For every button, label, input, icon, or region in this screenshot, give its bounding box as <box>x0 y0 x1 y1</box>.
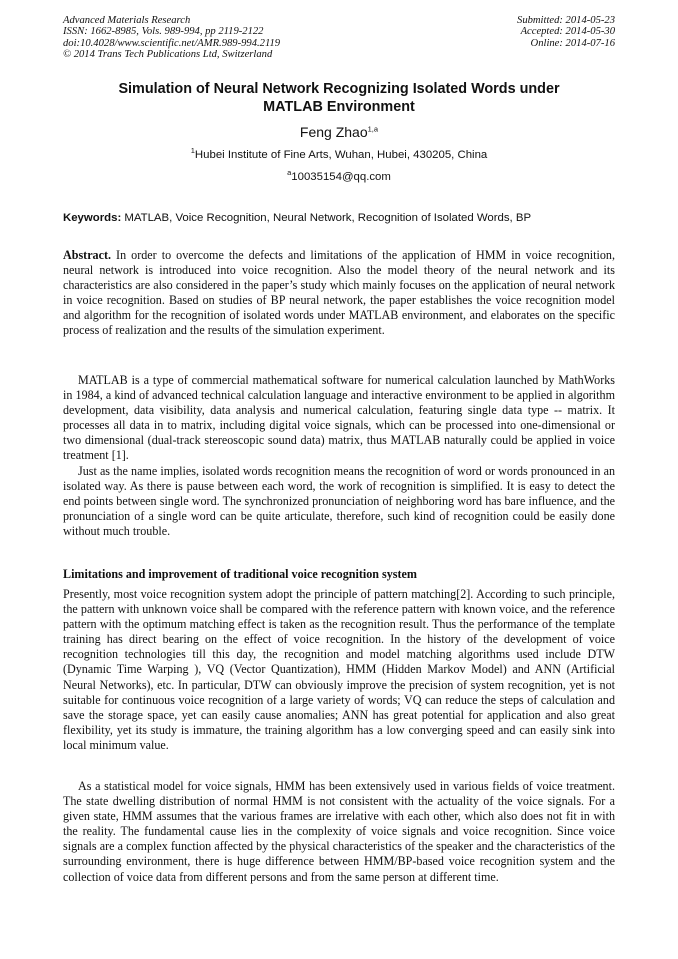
paper-title-line-2: MATLAB Environment <box>263 99 415 115</box>
keywords-label: Keywords: <box>63 212 122 224</box>
journal-issn: ISSN: 1662-8985, Vols. 989-994, pp 2119-2122 <box>63 26 264 38</box>
section-heading: Limitations and improvement of traditional voice recognition system <box>63 567 417 581</box>
body-paragraph-4: As a statistical model for voice signals, HMM has been extensively used in various fields of voice treatment. The state dwelling distribution of normal HMM is not consistent with the actuality of the voice signals. For a given state, HMM assumes that the various frames are irrelative with each other, which also does not fit in with the reality. The fundamental cause lies in the complexity of voice signals and voice recognition. Since voice signals are a complex function affected by the physical characteristics of the speaker and the characteristics of the surrounding environment, there is huge difference between HMM/BP-based voice recognition system and the collection of voice data from different persons and from the same person at different time. <box>63 779 615 884</box>
journal-copyright: © 2014 Trans Tech Publications Ltd, Switzerland <box>63 49 273 61</box>
keywords-line <box>63 211 615 226</box>
affiliation-superscript: 1 <box>190 146 195 156</box>
email-address[interactable]: 10035154@qq.com <box>291 171 391 183</box>
journal-doi: doi:10.4028/www.scientific.net/AMR.989-994.2119 <box>63 37 281 49</box>
body-paragraph-2: Just as the name implies, isolated words recognition means the recognition of word or words pronounced in an isolated way. As there is pause between each word, the work of recognition is simplified. It is easy to detect the end points between single word. The synchronized pronunciation of neighboring word has bare influence, and the pronunciation of a single word can be quite articulate, therefore, such kind of recognition could be easily done without much trouble. <box>63 464 615 539</box>
author-superscript: 1,a <box>367 124 379 134</box>
affiliation-text: Hubei Institute of Fine Arts, Wuhan, Hubei, 430205, China <box>194 149 488 161</box>
paper-title <box>63 80 615 116</box>
affiliation-line <box>0 148 678 163</box>
submitted-date: Submitted: 2014-05-23 <box>517 15 615 26</box>
body-paragraph-3: Presently, most voice recognition system adopt the principle of pattern matching[2]. According to such principle, the pattern with unknown voice shall be compared with the reference pattern with known voice, and the reference pattern with the optimum matching effect is taken as the recognition result. Thus the performance of the template training has direct bearing on the effect of voice recognition. In the history of the development of voice recognition technologies till this day, the recognition and model matching algorithms used include DTW (Dynamic Time Warping ), VQ (Vector Quantization), HMM (Hidden Markov Model) and ANN (Artificial Neural Networks), etc. In particular, DTW can obviously improve the precision of system recognition, yet is not suitable for continuous voice recognition of a large variety of words; VQ can reduce the steps of calculation and save the storage space, yet can easily cause anomalies; ANN has great potential for application and also great flexibility, yet its study is immature, the training algorithm has a low converging speed and can easily sink into local minimum value. <box>63 587 615 752</box>
accepted-date: Accepted: 2014-05-30 <box>520 26 615 38</box>
publication-dates <box>517 15 615 49</box>
email-superscript: a <box>287 168 292 178</box>
abstract-paragraph <box>63 248 615 339</box>
paper-title-line-1: Simulation of Neural Network Recognizing Isolated Words under <box>118 81 560 97</box>
author-name: Feng Zhao <box>299 124 368 140</box>
keywords-text: MATLAB, Voice Recognition, Neural Network, Recognition of Isolated Words, BP <box>121 212 532 224</box>
abstract-label: Abstract. <box>63 248 112 262</box>
abstract-text: In order to overcome the defects and limitations of the application of HMM in voice recognition, neural network is introduced into voice recognition. Also the model theory of the neural network and its characteristics are also considered in the paper’s study which mainly focuses on the application of neural network in voice recognition. Based on studies of BP neural network, the paper establishes the voice recognition model and algorithm for the recognition of isolated words under MATLAB environment, and elaborates on the specific process of realization and the results of the simulation experiment. <box>63 248 615 338</box>
journal-name: Advanced Materials Research <box>63 15 191 26</box>
email-line <box>0 170 678 185</box>
body-paragraph-1: MATLAB is a type of commercial mathematical software for numerical calculation launched by MathWorks in 1984, a kind of advanced technical calculation language and interactive environment to be applied in algorithm development, data visibility, data analysis and numerical calculation, featuring single data type -- matrix. It processes all data in to matrix, including digital voice signals, which can be processed into one-dimensional or two dimensional (dual-track stereoscopic sound data) matrix, thus MATLAB naturally could be applied in voice treatment [1]. <box>63 373 615 463</box>
author-line <box>0 123 678 141</box>
journal-info <box>63 15 280 61</box>
online-date: Online: 2014-07-16 <box>530 37 615 49</box>
